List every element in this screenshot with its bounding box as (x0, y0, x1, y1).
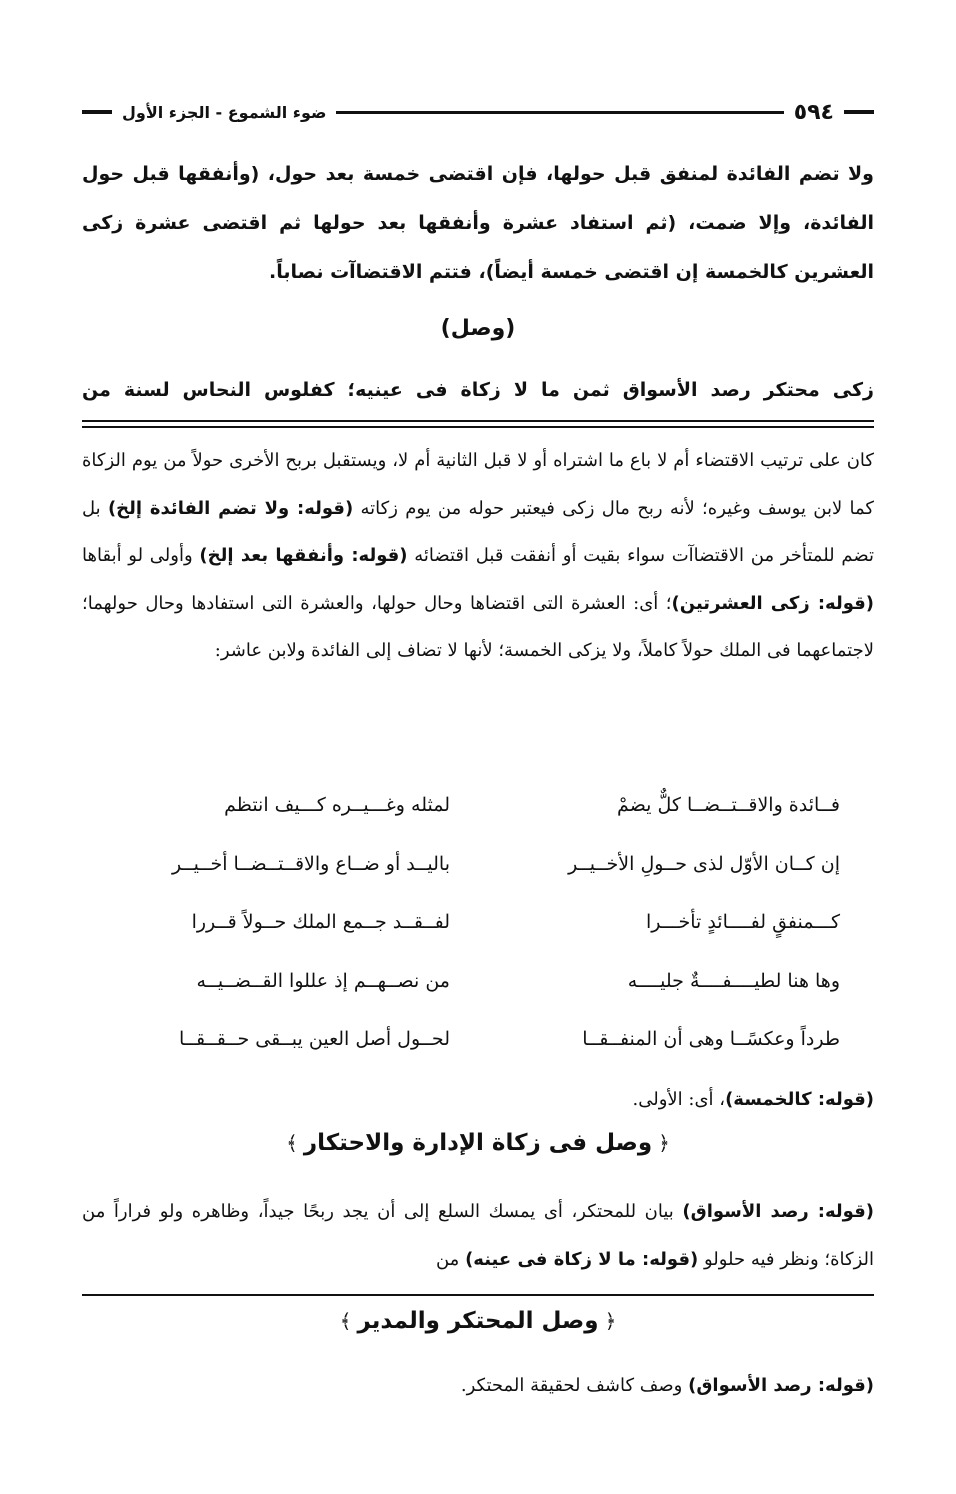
quote-qawluhu: (قوله: رصد الأسواق) (682, 1201, 874, 1222)
poem-hemistich-first: كـــمنفقٍ لفــــائدٍ تأخـــرا (646, 911, 840, 933)
poem-verse (100, 1010, 860, 1069)
poem-verse (100, 835, 860, 894)
section-title: وصل فى زكاة الإدارة والاحتكار (303, 1130, 653, 1156)
quote-qawluhu: (قوله: ولا تضم الفائدة إلخ) (107, 497, 354, 519)
section-heading-muhtakir (82, 1308, 874, 1334)
poem-verse (100, 893, 860, 952)
footnote-divider (82, 1294, 874, 1296)
quote-qawluhu: (قوله: وأنفقها بعد إلخ) (199, 545, 408, 566)
section-title: وصل المحتكر والمدير (357, 1308, 599, 1334)
sharh-text: ، أى: الأولى. (632, 1089, 726, 1110)
header-dash-right (844, 110, 874, 114)
book-title: ضوء الشموع - الجزء الأول (122, 102, 327, 122)
poem-hemistich-first: طرداً وعكسًــا وهى أن المنفــقــا (582, 1028, 840, 1050)
sharh-text: بل تضم للمتأخر من الاقتضاآت سواء بقيت أو أنفقت قبل اقتضائه (82, 497, 874, 566)
poem-hemistich-second: باليــد أو ضــاع والاقــتــضــا أخــيــر (172, 852, 450, 875)
quote-qawluhu: (قوله: زكى العشرتين) (671, 592, 874, 614)
quote-qawluhu: (قوله: رصد الأسواق) (688, 1375, 874, 1396)
section-heading-zakat-idara (82, 1130, 874, 1156)
poem-verse (100, 776, 860, 835)
sharh-text: وأولى لو أبقاها (82, 545, 193, 566)
poem-hemistich-second: لمثله وغـــيــره كـــيف انتظم (224, 794, 450, 816)
sharh-text: وصف كاشف لحقيقة المحتكر. (460, 1375, 683, 1396)
ornament-open-icon: ﴿ (658, 1131, 670, 1155)
running-header (82, 92, 874, 132)
sharh-paragraph-3 (82, 1188, 874, 1283)
quote-qawluhu: (قوله: ما لا زكاة فى عينه) (465, 1248, 699, 1270)
matn-paragraph-top: ولا تضم الفائدة لمنفق قبل حولها، فإن اقتضى خمسة بعد حول، (وأنفقها قبل حول الفائدة، وإلا ضمت، (ثم استفاد عشرة وأنفقها بعد حولها ثم اقتضى عشرة زكى العشرين كالخمسة إن اقتضى خمسة أيضاً)، فتتم الاقتضاآت نصاباً. (82, 163, 874, 283)
sharh-text: كان على ترتيب الاقتضاء أم لا باع ما اشتراه أو لا قبل الثانية أم لا، ويستقبل بربح الأخرى حولاً من يوم الزكاة كما لابن يوسف وغيره؛ لأنه ربح مال زكى فيعتبر حوله من يوم زكاته (82, 450, 874, 519)
poem-hemistich-first: فــائدة والاقــتــضــا كلٌّ يضمْ (617, 794, 840, 816)
poem-hemistich-first: وها هنا لطيــــفــــةٌ جليــــه (627, 969, 840, 992)
matn-sharh-divider (82, 420, 874, 428)
poem-hemistich-first: إن كــان الأوّل لذى حــولِ الأخــيــر (568, 852, 840, 875)
page-number: ٥٩٤ (793, 99, 834, 125)
sharh-text: ؛ أى: العشرة التى اقتضاها وحال حولها، والعشرة التى استفادها وحال حولهما؛ لاجتماعهما فى الملك حولاً كاملاً، ولا يزكى الخمسة؛ لأنها لا تضاف إلى الفائدة ولابن عاشر: (82, 592, 874, 661)
poem-hemistich-second: من نصــهــم إذ عللوا القــضــيــه (196, 969, 450, 992)
matn-line-wasl: زكى محتكر رصد الأسواق ثمن ما لا زكاة فى عينيه؛ كفلوس النحاس لسنة من (82, 379, 874, 401)
poem (100, 776, 860, 1069)
header-dash-left (82, 110, 112, 114)
header-rule (336, 111, 783, 114)
quote-qawluhu: (قوله: كالخمسة) (725, 1089, 874, 1110)
ornament-close-icon: ﴾ (286, 1131, 298, 1155)
wasl-heading: (وصل) (440, 316, 516, 341)
poem-hemistich-second: لحــول أصل العين يبــقى حــقــقــا (179, 1028, 450, 1050)
sharh-text: من (435, 1248, 460, 1270)
ornament-close-icon: ﴾ (339, 1309, 352, 1333)
sharh-paragraph-1 (82, 437, 874, 675)
poem-verse (100, 952, 860, 1011)
sharh-paragraph-2 (82, 1076, 874, 1124)
poem-hemistich-second: لفــقــد جــمع الملك حــولاً قــررا (191, 911, 450, 933)
sharh-text: بيان للمحتكر، أى يمسك السلع إلى أن يجد ربحًا جيداً، وظاهره ولو فراراً من الزكاة؛ ونظر فيه حلولو (82, 1201, 874, 1270)
ornament-open-icon: ﴿ (604, 1309, 617, 1333)
sharh-paragraph-4 (82, 1362, 874, 1410)
